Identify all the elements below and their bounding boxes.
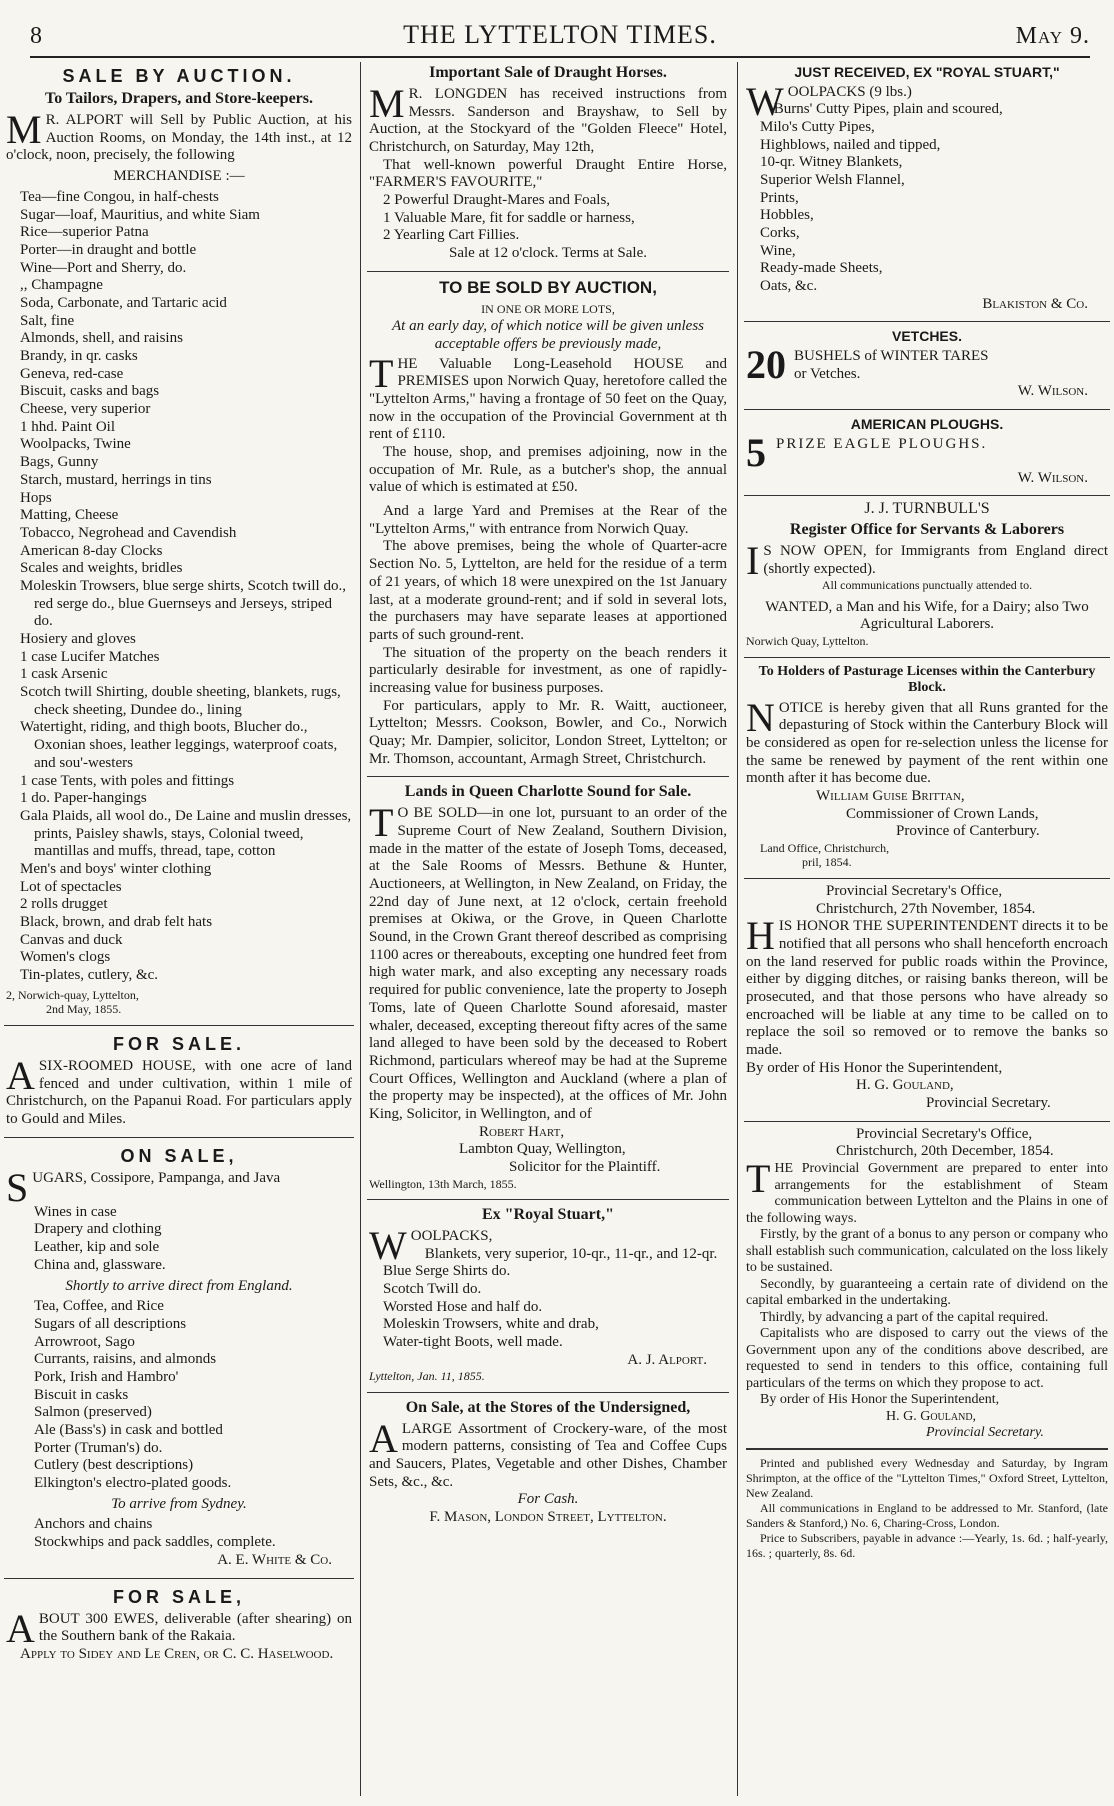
ad-signature: Blakiston & Co. (982, 295, 1088, 312)
list-item: Rice—superior Patna (20, 224, 149, 241)
column-middle (367, 62, 729, 1798)
list-item: Woolpacks, Twine (20, 436, 131, 453)
ad-office: Land Office, Christchurch, (760, 841, 890, 856)
list-item: Currants, raisins, and almonds (34, 1351, 217, 1368)
drop-cap: A (6, 1605, 35, 1651)
imprint-para: All communications in England to be addressed to Mr. Stanford, (late Sanders & Stanford,) No. 6, Charing-Cross, London. (746, 1500, 1108, 1530)
list-item: 2 Powerful Draught-Mares and Foals, (383, 192, 611, 208)
ad-signature: Robert Hart, (479, 1123, 565, 1140)
ad-signature: Lambton Quay, Wellington, (459, 1141, 626, 1158)
ad-vetches (744, 321, 1110, 409)
ad-turnbull (744, 495, 1110, 656)
list-item: Women's clogs (20, 949, 111, 966)
ad-heading: AMERICAN PLOUGHS. (850, 416, 1004, 433)
ad-signature: Provincial Secretary. (926, 1425, 1044, 1441)
ad-ploughs (744, 409, 1110, 495)
list-item: 1 hhd. Paint Oil (20, 418, 116, 435)
ad-signature: Commissioner of Crown Lands, (846, 805, 1039, 822)
ad-heading: ON SALE, (120, 1145, 238, 1166)
ad-signature: H. G. Gouland, (886, 1408, 977, 1424)
ad-for-sale-house (4, 1025, 354, 1137)
list-item: 1 Valuable Mare, fit for saddle or harness, (383, 209, 635, 226)
ad-order: By order of His Honor the Superintendent, (746, 1059, 1003, 1076)
list-item: Moleskin Trowsers, blue serge shirts, Scotch twill do., red serge do., blue Guernseys and Jerseys, striped do. (20, 577, 346, 630)
drop-cap: T (746, 1156, 771, 1202)
drop-cap: S (6, 1164, 29, 1210)
ad-address: Norwich Quay, Lyttelton. (746, 634, 869, 649)
list-item: Scotch Twill do. (383, 1281, 482, 1298)
ad-heading: TO BE SOLD BY AUCTION, (439, 277, 657, 297)
ad-signature: Solicitor for the Plaintiff. (509, 1159, 661, 1175)
list-item: Ale (Bass's) in cask and bottled (34, 1422, 223, 1439)
ad-signature: A. E. White & Co. (217, 1551, 332, 1568)
ad-para: All communications punctually attended to. (821, 578, 1033, 593)
imprint (746, 1448, 1108, 1561)
list-item: Canvas and duck (20, 931, 123, 948)
list-item: Burns' Cutty Pipes, plain and scoured, (773, 101, 1003, 118)
ad-date: Christchurch, 27th November, 1854. (816, 900, 1036, 917)
ad-on-sale (4, 1137, 354, 1578)
list-item: Moleskin Trowsers, white and drab, (383, 1316, 599, 1333)
ad-heading: JUST RECEIVED, EX "ROYAL STUART," (794, 64, 1060, 80)
drop-number: 20 (746, 341, 786, 387)
ad-wanted: WANTED, a Man and his Wife, for a Dairy; also Two Agricultural Laborers. (765, 598, 1089, 633)
list-item: Superior Welsh Flannel, (760, 171, 905, 188)
list-item: Stockwhips and pack saddles, complete. (34, 1534, 276, 1551)
ad-body: OOLPACKS, (410, 1227, 493, 1244)
ad-address: 2, Norwich-quay, Lyttelton, (6, 987, 139, 1002)
list-item: Gala Plaids, all wool do., De Laine and muslin dresses, prints, Paisley shawls, stays, Colonial tweed, mantillas and muffs, thread, tape, cotton (20, 807, 352, 860)
ad-signature: F. Mason, London Street, Lyttelton. (429, 1509, 667, 1526)
goods-list (6, 1516, 352, 1551)
column-left (4, 62, 354, 1798)
ad-body: S NOW OPEN, for Immigrants from England direct (shortly expected). (763, 542, 1108, 577)
goods-list (369, 1263, 727, 1351)
list-item: Wines in case (34, 1203, 117, 1220)
list-item: Lot of spectacles (20, 878, 122, 895)
list-item: Matting, Cheese (20, 507, 119, 524)
ad-body: R. ALPORT will Sell by Public Auction, at his Auction Rooms, on Monday, the 14th inst., at 12 o'clock, noon, precisely, the following (6, 112, 352, 164)
list-item: Water-tight Boots, well made. (383, 1334, 563, 1351)
list-item: Elkington's electro-plated goods. (34, 1475, 232, 1492)
list-item: Blue Serge Shirts do. (383, 1263, 511, 1280)
drop-cap: A (369, 1415, 398, 1461)
list-item: Tin-plates, cutlery, &c. (20, 967, 159, 984)
list-item: Black, brown, and drab felt hats (20, 914, 213, 931)
list-item: 1 do. Paper-hangings (20, 790, 147, 807)
page-number: 8 (30, 23, 42, 49)
list-item: Hosiery and gloves (20, 631, 136, 648)
ad-body: OTICE is hereby given that all Runs granted for the depasturing of Stock within the Canterbury Block will be considered as open for re-selection unless the license for the same be renewed by payment of the rent within one month after it has become due. (746, 699, 1108, 787)
ad-date: pril, 1854. (802, 855, 852, 870)
ad-body: PRIZE EAGLE PLOUGHS. (776, 435, 988, 452)
ad-para: For particulars, apply to Mr. R. Waitt, auctioneer, Lyttelton; Messrs. Cookson, Bowler, and Co., Norwich Quay; Mr. Dampier, solicitor, London Street, Lyttelton; or Mr. Thomson, accountant, Armagh Street, Christchurch. (369, 697, 727, 767)
list-item: Salt, fine (20, 312, 75, 329)
list-item: Scotch twill Shirting, double sheeting, blankets, rugs, check sheeting, Dundee do., lining (20, 684, 341, 718)
ad-para: That well-known powerful Draught Entire Horse, "FARMER'S FAVOURITE," (369, 156, 727, 191)
list-item: Brandy, in qr. casks (20, 348, 138, 365)
list-item: 2 rolls drugget (20, 896, 108, 913)
drop-cap: I (746, 537, 760, 583)
ad-body: R. LONGDEN has received instructions from Messrs. Sanderson and Brayshaw, to Sell by Auction, at the Stockyard of the "Golden Fleece" Hotel, Christchurch, on Saturday, May 12th, (369, 85, 727, 155)
list-item: Salmon (preserved) (34, 1404, 152, 1421)
ad-signature: W. Wilson. (1017, 383, 1088, 400)
list-item: Worsted Hose and half do. (383, 1298, 543, 1315)
shortly-note: Shortly to arrive direct from England. (65, 1277, 293, 1294)
ad-signature: William Guise Brittan, (816, 787, 965, 804)
list-item: Almonds, shell, and raisins (20, 330, 183, 347)
drop-cap: W (746, 78, 784, 124)
drop-cap: H (746, 913, 775, 959)
ad-signature: W. Wilson. (1017, 469, 1088, 486)
issue-date: May 9. (1015, 23, 1090, 49)
list-item: Highblows, nailed and tipped, (760, 136, 941, 153)
list-item: Prints, (760, 189, 799, 206)
list-item: Milo's Cutty Pipes, (760, 118, 875, 135)
ad-body: HE Valuable Long-Leasehold HOUSE and PREMISES upon Norwich Quay, heretofore called the "Lyttelton Arms," having a frontage of 50 feet on the Quay, now in the occupation of the Provincial Government at th rent of £110. (369, 355, 727, 443)
ad-para: The situation of the property on the beach renders it particularly desirable for investment, as one of rapidly-increasing value for business purposes. (369, 644, 727, 696)
goods-list (6, 1298, 352, 1493)
ad-para: And a large Yard and Premises at the Rear of the "Lyttelton Arms," with entrance from Norwich Quay. (369, 503, 727, 537)
drop-cap: M (6, 107, 42, 153)
list-item: Soda, Carbonate, and Tartaric acid (20, 294, 227, 311)
ad-for-sale-ewes (4, 1578, 354, 1672)
ad-terms: Sale at 12 o'clock. Terms at Sale. (449, 245, 647, 262)
ad-queen-charlotte (367, 776, 729, 1199)
ad-heading: VETCHES. (891, 328, 962, 345)
list-item: Men's and boys' winter clothing (20, 860, 212, 877)
ad-heading: Lands in Queen Charlotte Sound for Sale. (404, 783, 692, 801)
list-item: 1 cask Arsenic (20, 666, 108, 683)
ad-heading: FOR SALE, (112, 1586, 245, 1607)
list-item: Cutlery (best descriptions) (34, 1457, 194, 1474)
ad-date: Wellington, 13th March, 1855. (369, 1176, 517, 1191)
imprint-para: Price to Subscribers, payable in advance :—Yearly, 1s. 6d. ; half-yearly, 16s. ; quarterly, 8s. 6d. (746, 1530, 1108, 1560)
ad-heading: On Sale, at the Stores of the Undersigned, (405, 1398, 691, 1416)
list-item: Leather, kip and sole (34, 1239, 160, 1256)
column-rule (360, 62, 361, 1796)
ad-heading: Ex "Royal Stuart," (482, 1206, 614, 1224)
drop-cap: N (746, 694, 775, 740)
ad-just-received (744, 64, 1110, 321)
ad-crockery (367, 1392, 729, 1535)
ad-heading: J. J. TURNBULL'S (864, 500, 990, 518)
ad-para: The above premises, being the whole of Quarter-acre Section No. 5, Lyttelton, are held for the residue of a term of 21 years, of which 18 were unexpired on the 1st January last, at a moderate ground-rent; and if sold in several lots, the purchasers may have separate leases at apportioned parts of such ground-rent. (369, 538, 727, 643)
list-item: Ready-made Sheets, (760, 260, 883, 277)
ad-date: Christchurch, 20th December, 1854. (836, 1143, 1054, 1160)
ad-body: IS HONOR THE SUPERINTENDENT directs it to be notified that all persons who shall henceforth encroach on the land reserved for public roads within the Province, either by digging ditches, or raising banks thereon, will be prosecuted, and that those persons who have already so encroached will be liable at any time to be called on to replace the soil so removed or to remove the banks so made. (746, 918, 1108, 1059)
ad-body: BUSHELS of WINTER TARES (794, 347, 989, 364)
list-item: American 8-day Clocks (20, 542, 163, 559)
ad-sale-by-auction (4, 66, 354, 1025)
list-item: Wine—Port and Sherry, do. (20, 259, 187, 276)
list-item: Porter (Truman's) do. (34, 1439, 163, 1456)
list-item: Biscuit, casks and bags (20, 383, 160, 400)
list-item: Tea—fine Congou, in half-chests (20, 188, 219, 205)
ad-body: O BE SOLD—in one lot, pursuant to an order of the Supreme Court of New Zealand, Southern Division, made in the matter of the estate of Joseph Toms, deceased, at the Sale Rooms of Messrs. Bethune & Hunter, Auctioneers, at Wellington, in New Zealand, on Friday, the 22nd day of June next, at 12 o'clock, certain freehold premises at Okiwa, or the Grove, in Queen Charlotte Sound, in the Crown Grant thereof described as comprising 1100 acres or thereabouts, excepting one hundred feet from high water mark, and also excepting any necessary roads required for public convenience, late the property to Joseph Toms, late of Queen Charlotte Sound aforesaid, master whaler, deceased, excepting thereout fifty acres of the same land alleged to have been sold by the deceased to Robert Richmond, particulars whereof may be had at the Supreme Court Offices, Wellington and Auckland (where a plan of the property may be inspected), at the offices of Mr. John King, Solicitor, in Wellington, and of (369, 805, 727, 1122)
list-item: Sugar—loaf, Mauritius, and white Siam (20, 206, 260, 223)
ad-heading: Important Sale of Draught Horses. (429, 64, 667, 81)
ad-para: The house, shop, and premises adjoining, now in the occupation of Mr. Rule, as a butcher's shop, the annual value of which is estimated at £50. (369, 444, 727, 496)
ad-notice: At an early day, of which notice will be given unless acceptable offers be previously made, (391, 318, 705, 352)
list-item: Sugars of all descriptions (34, 1315, 187, 1332)
ad-para: Thirdly, by advancing a part of the capital required. (760, 1309, 1049, 1325)
drop-cap: W (369, 1222, 407, 1268)
list-item: Wine, (760, 242, 796, 259)
list-item: Porter—in draught and bottle (20, 241, 197, 258)
list-item: Drapery and clothing (34, 1221, 162, 1238)
ad-para: Capitalists who are disposed to carry out the views of the Government upon any of the conditions above described, are requested to send in tenders to this office, containing full particulars of the terms on which they propose to act. (746, 1326, 1108, 1391)
ad-body: SIX-ROOMED HOUSE, with one acre of land fenced and under cultivation, within 1 mile of Christchurch, on the Papanui Road. For particulars apply to Gould and Miles. (6, 1057, 352, 1127)
merchandise-list (6, 189, 352, 985)
list-item: Geneva, red-case (20, 365, 124, 382)
list-item: Pork, Irish and Hambro' (34, 1368, 179, 1385)
drop-number: 5 (746, 429, 768, 475)
ad-signature: Province of Canterbury. (896, 823, 1040, 840)
list-item: Hops (20, 489, 52, 506)
ad-terms: For Cash. (517, 1491, 579, 1508)
ad-date: 2nd May, 1855. (46, 1002, 122, 1017)
list-item: 1 case Lucifer Matches (20, 648, 160, 665)
masthead (30, 18, 1090, 58)
ad-para: or Vetches. (794, 365, 861, 382)
ad-signature: A. J. Alport. (627, 1351, 707, 1368)
ad-sold-by-auction (367, 271, 729, 777)
list-item: China and, glassware. (34, 1256, 166, 1273)
list-item: Anchors and chains (34, 1516, 153, 1533)
ad-body: HE Provincial Government are prepared to enter into arrangements for the establishment of Steam communication between Lyttelton and the Plains in one of the following ways. (746, 1161, 1108, 1226)
ad-draught-horses (367, 64, 729, 271)
ad-office: Provincial Secretary's Office, (856, 1125, 1033, 1142)
ad-heading: FOR SALE. (112, 1033, 245, 1054)
list-item: Biscuit in casks (34, 1386, 129, 1403)
drop-cap: T (369, 800, 394, 846)
ad-body: OOLPACKS (9 lbs.) (787, 83, 912, 100)
ad-body: LARGE Assortment of Crockery-ware, of the most modern patterns, consisting of Tea and Coffee Cups and Saucers, Plates, Vegetable and other Dishes, Chamber Sets, &c., &c. (369, 1420, 727, 1490)
column-rule (737, 62, 738, 1796)
list-item: 1 case Tents, with poles and fittings (20, 772, 235, 789)
goods-list (6, 1204, 352, 1275)
drop-cap: A (6, 1052, 35, 1098)
ad-heading: SALE BY AUCTION. (62, 66, 296, 86)
sydney-note: To arrive from Sydney. (111, 1495, 247, 1512)
list-item: Tea, Coffee, and Rice (34, 1298, 164, 1315)
ad-subheading: To Tailors, Drapers, and Store-keepers. (44, 90, 313, 108)
ad-order: By order of His Honor the Superintendent, (760, 1392, 1000, 1408)
list-item: Starch, mustard, herrings in tins (20, 471, 212, 488)
list-item: Oats, &c. (760, 278, 818, 295)
horses-list (369, 192, 727, 245)
list-item: Scales and weights, bridles (20, 560, 183, 577)
ad-pasturage (744, 657, 1110, 878)
list-item: Bags, Gunny (20, 454, 99, 471)
list-item: Arrowroot, Sago (34, 1333, 135, 1350)
ad-office: Provincial Secretary's Office, (826, 882, 1003, 899)
ad-steam (744, 1121, 1110, 1569)
ad-subheading: IN ONE OR MORE LOTS, (481, 301, 615, 316)
list-item: 2 Yearling Cart Fillies. (383, 227, 520, 244)
newspaper-title: THE LYTTELTON TIMES. (403, 20, 717, 49)
ad-subheading: Register Office for Servants & Laborers (789, 521, 1065, 539)
list-item: Tobacco, Negrohead and Cavendish (20, 524, 237, 541)
list-item: 10-qr. Witney Blankets, (760, 154, 903, 171)
list-item: ,, Champagne (20, 277, 103, 294)
drop-cap: T (369, 350, 394, 396)
ad-date: Lyttelton, Jan. 11, 1855. (369, 1369, 485, 1384)
ad-royal-stuart (367, 1199, 729, 1392)
ad-body: BOUT 300 EWES, deliverable (after shearing) on the Southern bank of the Rakaia. (38, 1610, 352, 1645)
drop-cap: M (369, 80, 405, 126)
imprint-para: Printed and published every Wednesday and Saturday, by Ingram Shrimpton, at the office of the "Lyttelton Times," Oxford Street, Lyttelton, New Zealand. (746, 1455, 1108, 1500)
goods-list (746, 101, 1108, 296)
ad-body: UGARS, Cossipore, Pampanga, and Java (32, 1169, 281, 1186)
column-right (744, 62, 1110, 1798)
list-item: Hobbles, (760, 207, 814, 224)
ad-signature: H. G. Gouland, (856, 1077, 954, 1094)
ad-para: Firstly, by the grant of a bonus to any person or company who shall establish such communication, calculated on the loss likely to be sustained. (746, 1227, 1108, 1276)
list-item: Cheese, very superior (20, 401, 151, 418)
ad-signature: Provincial Secretary. (926, 1095, 1051, 1112)
ad-apply: Apply to Sidey and Le Cren, or C. C. Haselwood. (20, 1646, 334, 1663)
list-item: Corks, (760, 225, 800, 242)
ad-para: Secondly, by guaranteeing a certain rate of dividend on the capital embarked in the undertaking. (746, 1276, 1108, 1309)
ad-superintendent (744, 878, 1110, 1121)
list-item: Watertight, riding, and thigh boots, Blucher do., Oxonian shoes, leather leggings, waterproof coats, and sou'-westers (20, 719, 338, 771)
merchandise-title: MERCHANDISE :— (113, 168, 245, 185)
ad-para: Blankets, very superior, 10-qr., 11-qr., and 12-qr. (424, 1245, 718, 1262)
ad-heading: To Holders of Pasturage Licenses within the Canterbury Block. (758, 663, 1096, 696)
